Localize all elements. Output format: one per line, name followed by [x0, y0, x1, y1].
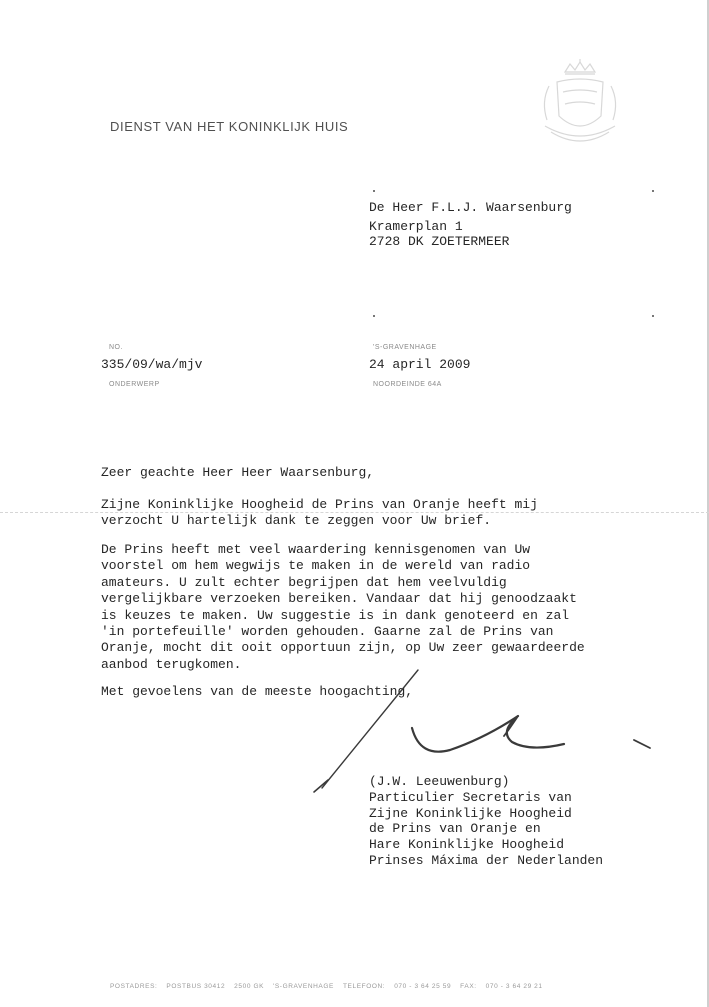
paragraph-line: aanbod terugkomen. [101, 656, 242, 672]
mark-dot [652, 315, 654, 317]
paragraph-line: voorstel om hem wegwijs te maken in de wereld van radio [101, 558, 531, 574]
paragraph-line: 'in portefeuille' worden gehouden. Gaarne zal de Prins van [101, 623, 554, 639]
reference-number: 335/09/wa/mjv [101, 357, 203, 372]
signatory-title: Hare Koninklijke Hoogheid [369, 837, 565, 853]
footer-telefoon: 070 - 3 64 25 59 [394, 983, 452, 990]
signature-block [369, 774, 603, 869]
signatory-title: de Prins van Oranje en [369, 821, 541, 837]
place-label: 'S-GRAVENHAGE [373, 344, 437, 351]
footer-telefoon-label: TELEFOON: [342, 983, 386, 990]
footer-fax: 070 - 3 64 29 21 [485, 983, 543, 990]
recipient-street: Kramerplan 1 [369, 219, 463, 234]
paragraph-line: Zijne Koninklijke Hoogheid de Prins van Oranje heeft mij [101, 497, 538, 512]
footer-postadres-label: POSTADRES: [110, 983, 158, 990]
embossed-royal-crest-icon [535, 58, 625, 153]
reference-label: NO. [109, 344, 123, 351]
paragraph-line: vergelijkbare verzoeken bereiken. Vandaar dat hij genoodzaakt [101, 591, 577, 607]
letter-date: 24 april 2009 [369, 357, 471, 372]
paragraph-line: is keuzes te maken. Uw suggestie is in dank genoteerd en zal [101, 607, 570, 623]
letterhead-title: DIENST VAN HET KONINKLIJK HUIS [110, 119, 349, 134]
paragraph-1 [101, 497, 661, 530]
signatory-title: Particulier Secretaris van [369, 789, 572, 805]
footer-address [110, 983, 552, 990]
paragraph-line: Oranje, mocht dit ooit opportuun zijn, op Uw zeer gewaardeerde [101, 640, 585, 656]
signatory-name: (J.W. Leeuwenburg) [369, 774, 510, 789]
mark-dot [652, 190, 654, 192]
mark-dot [373, 190, 375, 192]
paragraph-line: amateurs. U zult echter begrijpen dat hem veelvuldig [101, 574, 507, 590]
closing: Met gevoelens van de meeste hoogachting, [101, 684, 414, 699]
recipient-city: 2728 DK ZOETERMEER [369, 234, 510, 249]
footer-postcode: 2500 GK [234, 983, 265, 990]
paragraph-line: verzocht U hartelijk dank te zeggen voor Uw brief. [101, 513, 492, 529]
footer-city: 'S-GRAVENHAGE [273, 983, 334, 990]
subject-label: ONDERWERP [109, 381, 160, 388]
footer-fax-label: FAX: [460, 983, 477, 990]
street-label: NOORDEINDE 64A [373, 381, 442, 388]
recipient-name: De Heer F.L.J. Waarsenburg [369, 200, 572, 215]
salutation: Zeer geachte Heer Heer Waarsenburg, [101, 465, 375, 480]
signatory-title: Prinses Máxima der Nederlanden [369, 852, 604, 868]
mark-dot [373, 315, 375, 317]
signatory-title: Zijne Koninklijke Hoogheid [369, 805, 572, 821]
footer-postbus: POSTBUS 30412 [166, 983, 226, 990]
paragraph-line: De Prins heeft met veel waardering kennisgenomen van Uw [101, 542, 531, 557]
